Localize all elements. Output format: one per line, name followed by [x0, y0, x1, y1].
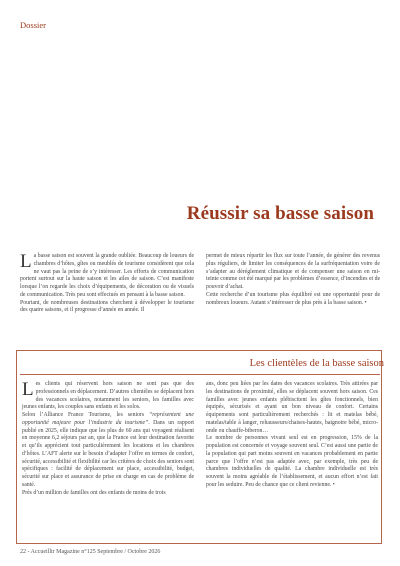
sidebar-dropcap: L	[22, 379, 34, 400]
article-title: Réussir sa basse saison	[186, 203, 374, 224]
sidebar-paragraph-5: Le nombre de personnes vivant seul est en progression, 15% de la population est concernée et voyage souvent seul. C’est aussi une partie de la population qui part moins souvent en vacances probablement en partie parce que l’offre n’est pas adaptée avec, par exemple, très peu de chambres individuelles de qualité. La chambre individuelle est très souvent la moins agréable de l’établissement, et aucun effort n’est fait pour les seduire. Peu de chance que ce client revienne. •	[206, 435, 378, 488]
sidebar-paragraph-1: Les clients qui réservent hors saison ne sont pas que des professionnels en déplacement. D’autres clientèles se déplacent hors des vacances scolaires, notamment les seniors, les familles avec jeunes enfants, les couples sans enfants et les solos.	[22, 379, 194, 411]
senior-quote: “représentent une opportunité majeure pour l’industrie du tourisme”	[22, 412, 194, 426]
sidebar-paragraph-3: Près d’un million de familles ont des enfants de moins de trois	[22, 489, 166, 496]
sidebar-title: Les clientèles de la basse saison	[249, 358, 384, 369]
page-footer: 22 - Accueillir Magazine n°125 Septembre / Octobre 2026	[20, 549, 161, 555]
intro-column-right	[206, 253, 380, 307]
intro-paragraph-1: La basse saison est souvent la grande oubliée. Beaucoup de loueurs de chambres d’hôtes, gîtes ou meublés de tourisme considèrent que cela ne vaut pas la peine de s’y intéresser. Les efforts de communication portent surtout sur la haute saison et les ailes de saison. C’est manifeste lorsque l’on regarde les choix d’équipements, de décoration ou de visuels de communication. Très peu sont effectués en pensant à la basse saison.	[20, 251, 194, 298]
sidebar-paragraph-2: Selon l’Alliance France Tourisme, les seniors “représentent une opportunité majeure pour l’industrie du tourisme”. Dans un rapport publié en 2025, elle indique que les plus de 60 ans qui voyagent réalisent en moyenne 6,2 séjours par an, que la France est leur destination favorite et qu’ils apprécient tout particulièrement les locations et les chambres d’hôtes. L’AFT alerte sur le besoin d’adapter l’offre en termes de confort, sécurité, accessibilité et flexibilité car les critères de choix des seniors sont spécifiques : facilité de déplacement sur place, accessibilité, budget, sécurité sur place et assurance de prise en charge en cas de problème de santé.	[22, 412, 194, 488]
section-label: Dossier	[20, 20, 46, 30]
intro-column-left	[20, 253, 194, 315]
intro-paragraph-4: Cette recherche d’un tourisme plus équilibré est une opportunité pour de nombreux loueurs. Autant s’intéresser de plus près à la basse saison. •	[206, 291, 380, 306]
intro-paragraph-2: Pourtant, de nombreuses destinations cherchent à développer le tourisme des quatre saisons, et il progresse d’année en année. Il	[20, 299, 194, 314]
dropcap: L	[20, 251, 32, 272]
intro-paragraph-3: permet de mieux répartir les flux sur toute l’année, de générer des revenus plus réguliers, de limiter les conséquences de la surfréquentation voire de s’adapter au déréglement climatique et de compenser une saison en mi-teinte comme cet été marqué par les problèmes d’essence, d’incendies et de pouvoir d’achat.	[206, 253, 380, 290]
sidebar-divider	[20, 374, 380, 375]
sidebar-column-left	[22, 381, 194, 497]
sidebar-column-right	[206, 381, 378, 490]
sidebar-paragraph-4: ans, donc peu liées par les dates des vacances scolaires. Très attirées par les destinations de proximité, elles se déplacent souvent hors saison. Ces familles avec jeunes enfants plébiscitent les gîtes fonctionnels, bien équipés, sécurisés et ayant un bon niveau de confort. Certains équipements sont particulièrement recherchés : lit et matelas bébé, matelas/table à langer, rehausseurs/chaises-hautes, baignoire bébé, micro-onde ou chauffe-biberon…	[206, 381, 378, 434]
